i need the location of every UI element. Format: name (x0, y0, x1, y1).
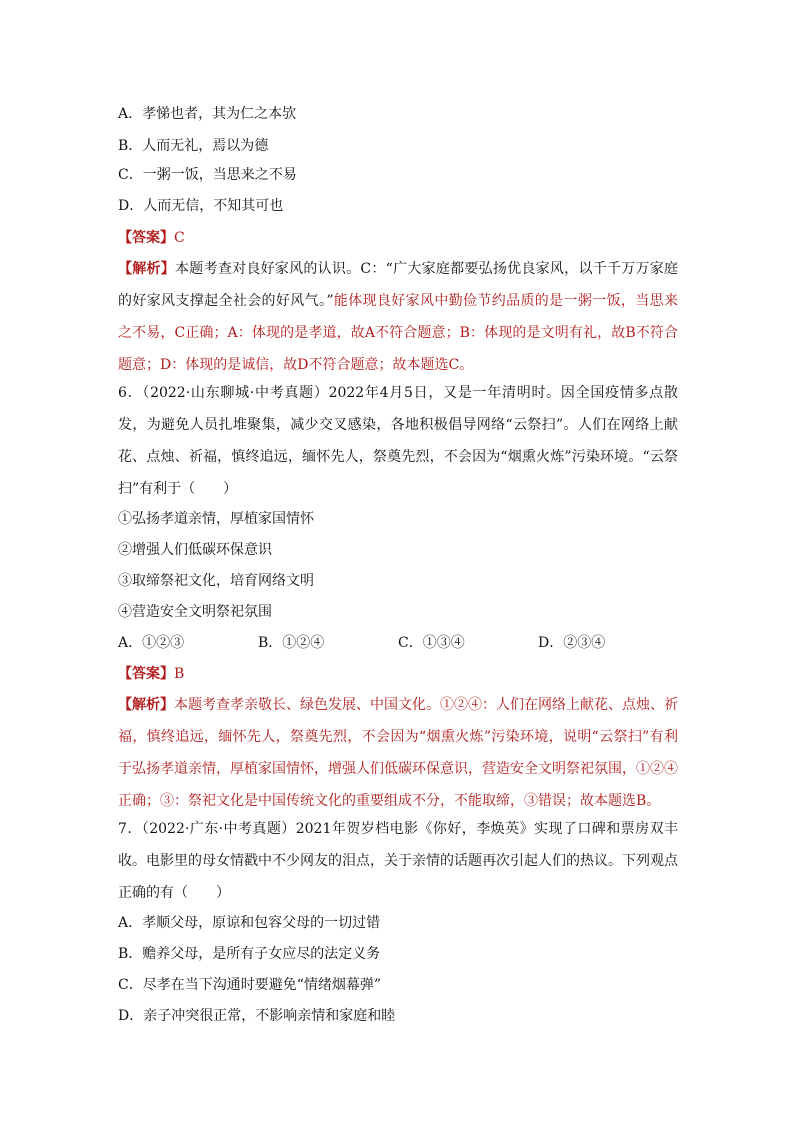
analysis-lead: 本题考查孝亲敬长、绿色发展、中国文化。①②④：人们在网络上献花、点烛、祈福，慎终追远，缅怀先人，祭奠先烈，不会因为“烟熏火炼”污染环境，说明“云祭扫”有利于弘扬孝道亲情，厚植家国情怀，增强人们低碳环保意识，营造安全文明祭祀氛围，①②④正确；③：祭祀文化是中国传统文化的重要组成不分，不能取缔，③错误；故本题选B。 (118, 697, 678, 809)
answer-tag: 【答案】 (118, 230, 174, 246)
analysis-tag: 【解析】 (118, 697, 174, 713)
q6-item-1: ①弘扬孝道亲情，厚植家国情怀 (118, 511, 314, 527)
q6-option-d: D．②③④ (538, 635, 606, 651)
q5-analysis (118, 253, 678, 381)
q6-option-c: C．①③④ (398, 635, 465, 651)
q6-option-b: B．①②④ (258, 635, 325, 651)
analysis-body: 能体现良好家风中勤俭节约品质的是一粥一饭，当思来之不易，C正确；A：体现的是孝道，故A不符合题意；B：体现的是文明有礼，故B不符合题意；D：体现的是诚信，故D不符合题意；故本题选C。 (118, 293, 678, 373)
answer-value: C (174, 230, 185, 246)
q6-stem: 6．（2022·山东聊城·中考真题）2022年4月5日，又是一年清明时。因全国疫情多点散发，为避免人员扎堆聚集，减少交叉感染，各地积极倡导网络“云祭扫”。人们在网络上献花、点烛、祈福，慎终追远，缅怀先人，祭奠先烈，不会因为“烟熏火炼”污染环境。“云祭扫”有利于（ ） (118, 385, 678, 497)
q5-option-d: D．人而无信，不知其可也 (118, 198, 284, 214)
q6-options (118, 634, 678, 652)
q7-option-d: D．亲子冲突很正常，不影响亲情和家庭和睦 (118, 1008, 396, 1024)
q7-option-c: C．尽孝在当下沟通时要避免“情绪烟幕弹” (118, 977, 382, 993)
q6-item-2: ②增强人们低碳环保意识 (118, 542, 272, 558)
answer-value: B (174, 666, 185, 682)
q5-option-b: B．人而无礼，焉以为德 (118, 138, 269, 154)
q5-answer (118, 229, 678, 247)
q7-option-a: A．孝顺父母，原谅和包容父母的一切过错 (118, 915, 381, 931)
analysis-tag: 【解析】 (118, 261, 176, 277)
q6-answer (118, 665, 678, 683)
answer-tag: 【答案】 (118, 666, 174, 682)
q6-analysis (118, 689, 678, 817)
q6-item-3: ③取缔祭祀文化，培育网络文明 (118, 573, 314, 589)
q7-option-b: B．赡养父母，是所有子女应尽的法定义务 (118, 946, 381, 962)
q6-item-4: ④营造安全文明祭祀氛围 (118, 604, 272, 620)
analysis-lead: 本题考查对良好家风的认识。C：“广大家庭都要弘扬优良家风，以千千万万家庭的好家风支撑起全社会的好风气。” (118, 261, 679, 309)
q5-option-a: A．孝悌也者，其为仁之本欤 (118, 106, 297, 122)
q7-stem: 7．（2022·广东·中考真题）2021年贺岁档电影《你好，李焕英》实现了口碑和票房双丰收。电影里的母女情戳中不少网友的泪点，关于亲情的话题再次引起人们的热议。下列观点正确的有（ ） (118, 821, 678, 901)
q6-option-a: A．①②③ (118, 635, 185, 651)
q5-option-c: C．一粥一饭，当思来之不易 (118, 167, 297, 183)
